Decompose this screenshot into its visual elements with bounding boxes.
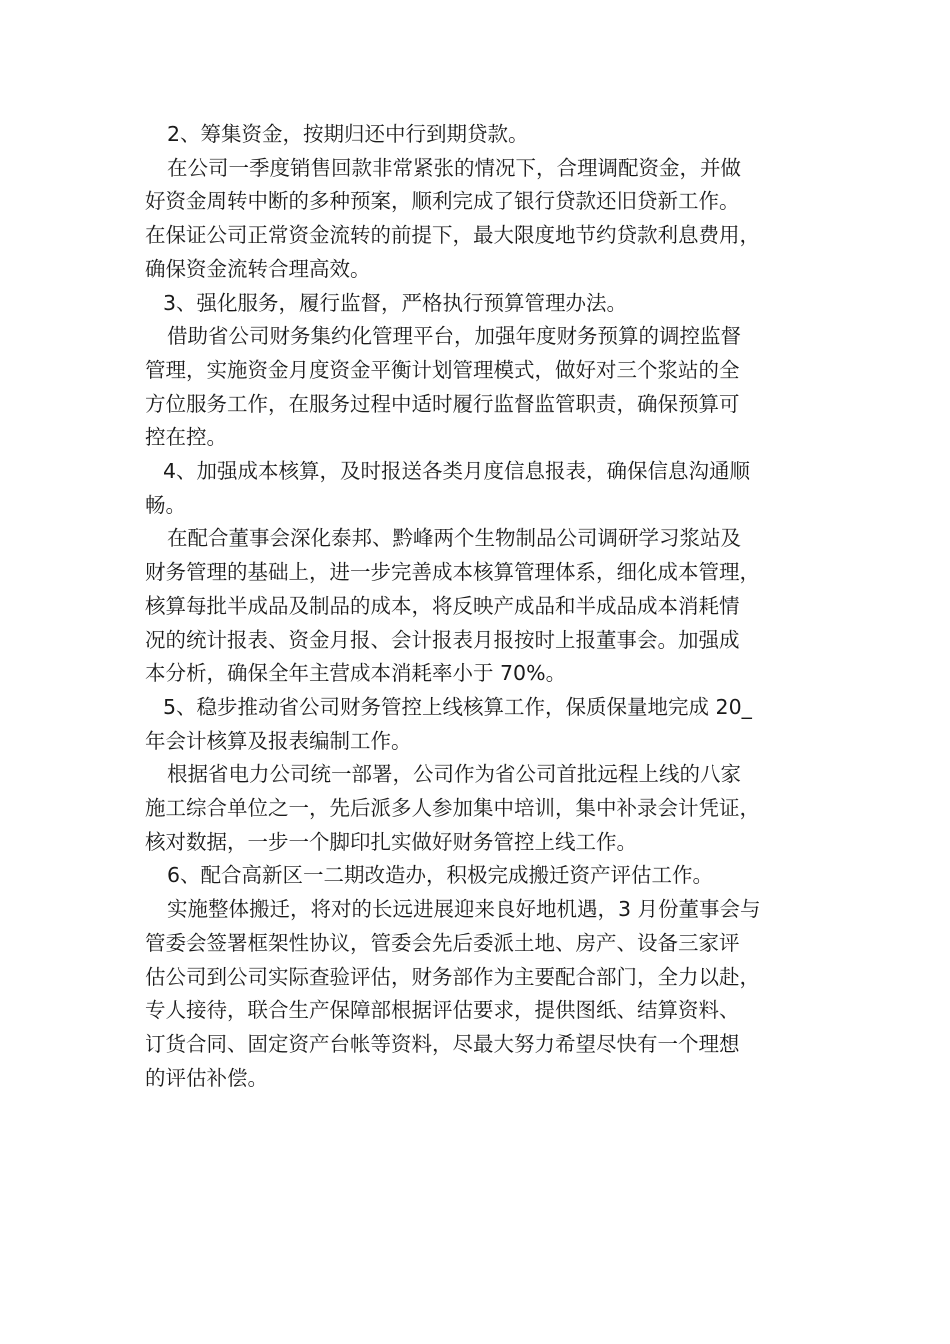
paragraph-line: 控在控。	[145, 425, 227, 450]
section-heading-2: 2、筹集资金，按期归还中行到期贷款。	[167, 122, 529, 146]
paragraph-line: 的评估补偿。	[145, 1065, 268, 1090]
paragraph-line: 在公司一季度销售回款非常紧张的情况下，合理调配资金，并做	[167, 155, 741, 180]
paragraph-line: 本分析，确保全年主营成本消耗率小于 70%。	[145, 661, 567, 686]
paragraph-line: 在配合董事会深化泰邦、黔峰两个生物制品公司调研学习浆站及	[167, 526, 741, 551]
paragraph-line: 根据省电力公司统一部署，公司作为省公司首批远程上线的八家	[167, 762, 741, 787]
paragraph-line: 核算每批半成品及制品的成本，将反映产成品和半成品成本消耗情	[145, 593, 740, 618]
paragraph-line: 确保资金流转合理高效。	[145, 256, 371, 281]
paragraph-line: 管委会签署框架性协议，管委会先后委派土地、房产、设备三家评	[145, 930, 740, 955]
section-heading-4: 4、加强成本核算，及时报送各类月度信息报表，确保信息沟通顺	[163, 459, 751, 484]
section-heading-5: 5、稳步推动省公司财务管控上线核算工作，保质保量地完成 20_	[163, 694, 752, 719]
paragraph-line: 在保证公司正常资金流转的前提下，最大限度地节约贷款利息费用，	[145, 223, 760, 248]
paragraph-line: 年会计核算及报表编制工作。	[145, 728, 412, 753]
paragraph-line: 况的统计报表、资金月报、会计报表月报按时上报董事会。加强成	[145, 627, 740, 652]
section-heading-6: 6、配合高新区一二期改造办，积极完成搬迁资产评估工作。	[167, 863, 714, 888]
paragraph-line: 管理，实施资金月度资金平衡计划管理模式，做好对三个浆站的全	[145, 357, 740, 382]
paragraph-line: 核对数据，一步一个脚印扎实做好财务管控上线工作。	[145, 829, 637, 854]
paragraph-line: 实施整体搬迁，将对的长远进展迎来良好地机遇，3 月份董事会与	[167, 897, 761, 922]
paragraph-line: 好资金周转中断的多种预案，顺利完成了银行贷款还旧贷新工作。	[145, 189, 740, 214]
paragraph-line: 财务管理的基础上，进一步完善成本核算管理体系，细化成本管理，	[145, 560, 760, 585]
document-body	[145, 118, 835, 1095]
paragraph-line: 专人接待，联合生产保障部根据评估要求，提供图纸、结算资料、	[145, 998, 740, 1023]
paragraph-line: 畅。	[145, 492, 186, 517]
paragraph-line: 方位服务工作，在服务过程中适时履行监督监管职责，确保预算可	[145, 391, 740, 416]
paragraph-line: 施工综合单位之一，先后派多人参加集中培训，集中补录会计凭证，	[145, 796, 760, 821]
section-heading-3: 3、强化服务，履行监督，严格执行预算管理办法。	[163, 290, 628, 315]
paragraph-line: 订货合同、固定资产台帐等资料，尽最大努力希望尽快有一个理想	[145, 1031, 740, 1056]
paragraph-line: 借助省公司财务集约化管理平台，加强年度财务预算的调控监督	[167, 324, 741, 349]
paragraph-line: 估公司到公司实际查验评估，财务部作为主要配合部门，全力以赴，	[145, 964, 760, 989]
